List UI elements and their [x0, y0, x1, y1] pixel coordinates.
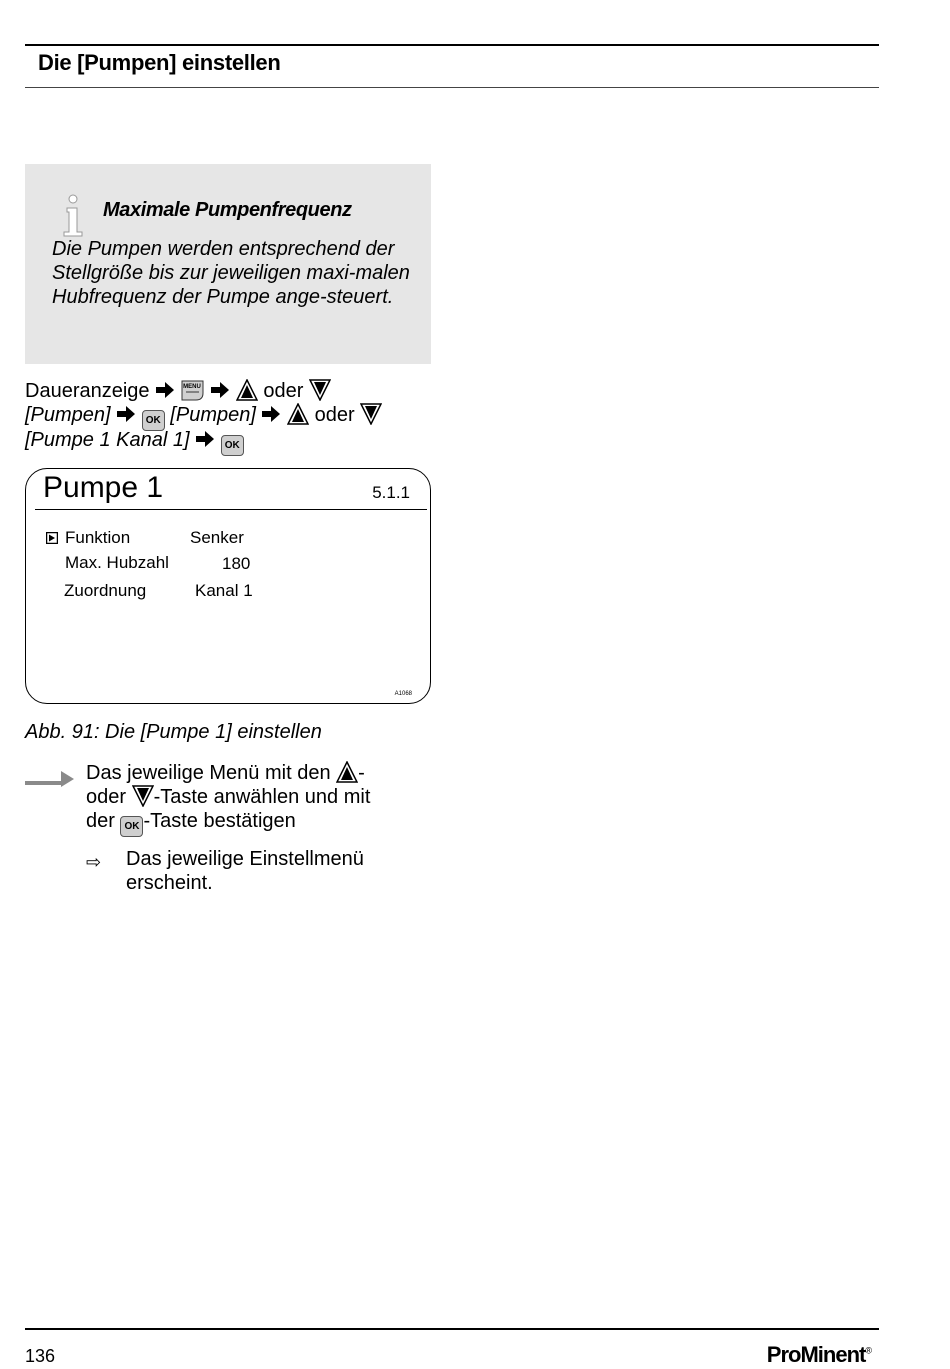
- arrow-right-icon: [155, 381, 175, 399]
- section-title: Die [Pumpen] einstellen: [38, 50, 281, 75]
- display-row-label: Zuordnung: [64, 581, 147, 600]
- down-triangle-icon: [309, 379, 331, 401]
- logo-part: Pro: [766, 1342, 801, 1367]
- arrow-right-icon: [116, 405, 136, 423]
- step-text-part: -: [358, 762, 365, 784]
- header-bottom-rule: [25, 87, 879, 88]
- info-icon: [58, 194, 88, 238]
- logo-registered-mark: ®: [865, 1345, 872, 1356]
- step-text-part: der: [86, 810, 121, 832]
- nav-pumpe-kanal-label: [Pumpe 1 Kanal 1]: [25, 429, 190, 451]
- cursor-icon: [46, 532, 58, 544]
- display-menu-number: 5.1.1: [372, 483, 410, 502]
- down-triangle-icon: [132, 785, 154, 807]
- nav-or-label-2: oder: [314, 404, 355, 426]
- nav-pumpen-label: [Pumpen]: [25, 404, 111, 426]
- display-row-label: Max. Hubzahl: [65, 553, 169, 572]
- header-top-rule: [25, 44, 879, 46]
- display-row-value: Senker: [190, 528, 244, 547]
- display-row-label: Funktion: [65, 528, 131, 547]
- step-instruction: [86, 761, 416, 837]
- page-number: 136: [25, 1346, 56, 1366]
- result-text: Das jeweilige Einstellmenü erscheint.: [126, 848, 364, 894]
- arrow-right-icon: [261, 405, 281, 423]
- menu-key-icon: [181, 379, 205, 401]
- step-text-part: -Taste bestätigen: [143, 810, 296, 832]
- ok-key-icon: OK: [120, 816, 143, 837]
- ok-key-icon: OK: [221, 435, 244, 456]
- figure-caption: Abb. 91: Die [Pumpe 1] einstellen: [25, 721, 322, 743]
- logo-part: M: [800, 1342, 818, 1367]
- step-text-part: -Taste anwählen und mit: [153, 786, 371, 808]
- info-title: Maximale Pumpenfrequenz: [103, 199, 352, 221]
- logo-part: inent: [817, 1342, 866, 1367]
- arrow-right-icon: [195, 430, 215, 448]
- up-triangle-icon: [287, 403, 309, 425]
- menu-key-label: MENU: [182, 384, 201, 390]
- device-display: [25, 468, 431, 704]
- display-row-value: Kanal 1: [195, 581, 253, 600]
- display-title: Pumpe 1: [43, 471, 164, 504]
- step-text-part: Das jeweilige Menü mit den: [86, 762, 337, 784]
- display-separator: [35, 509, 427, 510]
- nav-line-1: [25, 379, 331, 403]
- nav-line-2: [25, 403, 382, 431]
- nav-start-label: Daueranzeige: [25, 380, 150, 402]
- info-body: Die Pumpen werden entsprechend der Stellgröße bis zur jeweiligen maxi-malen Hubfrequenz der Pumpe ange-steuert.: [52, 238, 410, 308]
- arrow-right-icon: [210, 381, 230, 399]
- figure-code: A1068: [394, 691, 412, 697]
- brand-logo: [767, 1342, 872, 1368]
- ok-key-icon: OK: [142, 410, 165, 431]
- result-arrow-icon: ⇨: [86, 852, 102, 872]
- footer-rule: [25, 1328, 879, 1330]
- step-text-part: oder: [86, 786, 132, 808]
- down-triangle-icon: [360, 403, 382, 425]
- up-triangle-icon: [336, 761, 358, 783]
- step-arrow-icon: [25, 770, 75, 790]
- up-triangle-icon: [236, 379, 258, 401]
- nav-line-3: [25, 428, 244, 456]
- display-row-value: 180: [222, 554, 251, 573]
- nav-or-label: oder: [263, 380, 304, 402]
- info-box: [25, 164, 431, 364]
- nav-pumpen-label-2: [Pumpen]: [170, 404, 256, 426]
